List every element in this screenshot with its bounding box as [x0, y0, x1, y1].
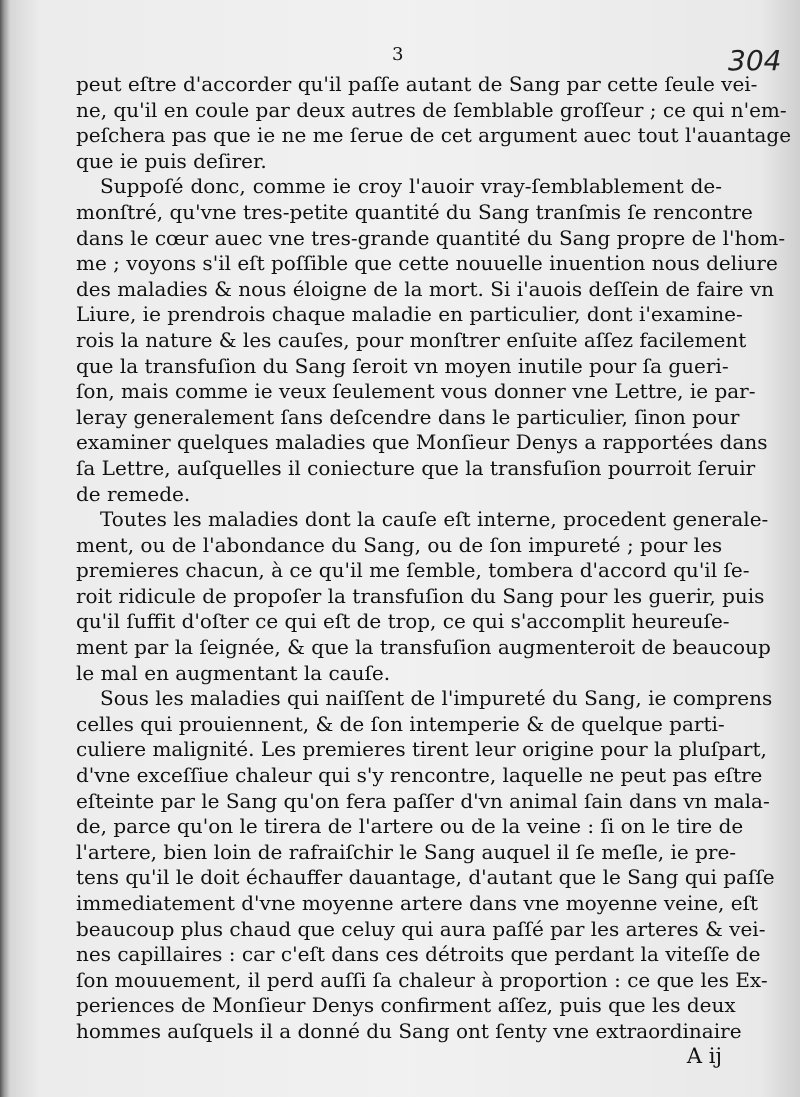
text-line: peut eſtre d'accorder qu'il paſſe autant de Sang par cette ſeule vei- [76, 72, 758, 96]
text-line: Suppoſé donc, comme ie croy l'auoir vray-ſemblablement de- [100, 174, 722, 199]
text-line: d'vne exceſſiue chaleur qui s'y rencontre, laquelle ne peut pas eſtre [76, 763, 763, 788]
text-line: leray generalement ſans deſcendre dans le particulier, ſinon pour [76, 404, 740, 429]
text-line: hommes auſquels il a donné du Sang ont ſenty vne extraordinaire [76, 1018, 742, 1043]
handwritten-folio-number: 304 [728, 44, 782, 77]
text-line: de, parce qu'on le tirera de l'artere ou de la veine : ſi on le tire de [76, 814, 744, 839]
text-line: periences de Monſieur Denys confirment aſſez, puis que les deux [76, 993, 736, 1018]
text-line: ment, ou de l'abondance du Sang, ou de ſon impureté ; pour les [76, 532, 723, 557]
text-line: nes capillaires : car c'eſt dans ces détroits que perdant la viteſſe de [76, 942, 761, 967]
text-line: peſchera pas que ie ne me ſerue de cet argument auec tout l'auantage [76, 123, 792, 148]
text-line: qu'il ſuffit d'oſter ce qui eſt de trop, ce qui s'accomplit heureuſe- [76, 609, 730, 634]
page-gutter-shadow [0, 0, 10, 1097]
text-line: roit ridicule de propoſer la transfuſion du Sang pour les guerir, puis [76, 583, 765, 608]
text-line: examiner quelques maladies que Monſieur Denys a rapportées dans [76, 430, 768, 455]
text-line: premieres chacun, à ce qu'il me ſemble, tombera d'accord qu'il ſe- [76, 558, 750, 583]
text-line: ſa Lettre, auſquelles il coniecture que la transfuſion pourroit ſeruir [76, 455, 756, 480]
signature-mark: A ij [686, 1044, 722, 1068]
text-line: que ie puis deſirer. [76, 148, 267, 173]
text-line: Toutes les maladies dont la cauſe eſt interne, procedent generale- [100, 507, 769, 532]
text-line: de remede. [76, 481, 191, 506]
text-line: monſtré, qu'vne tres-petite quantité du Sang tranſmis ſe rencontre [76, 199, 753, 224]
text-line: celles qui prouiennent, & de ſon intemperie & de quelque parti- [76, 711, 725, 736]
text-line: que la transfuſion du Sang ſeroit vn moyen inutile pour ſa gueri- [76, 353, 729, 378]
text-line: ſon mouuement, il perd auſſi ſa chaleur à proportion : ce que les Ex- [76, 967, 768, 992]
body-text [76, 72, 792, 1045]
text-line: tens qu'il le doit échauffer dauantage, d'autant que le Sang qui paſſe [76, 865, 775, 890]
text-line: rois la nature & les cauſes, pour monſtrer enſuite aſſez facilement [76, 327, 747, 352]
text-line: eſteinte par le Sang qu'on fera paſſer d'vn animal ſain dans vn mala- [76, 788, 770, 813]
text-line: des maladies & nous éloigne de la mort. Si i'auois deſſein de faire vn [76, 276, 775, 301]
text-line: ſon, mais comme ie veux ſeulement vous donner vne Lettre, ie par- [76, 379, 756, 404]
text-line: l'artere, bien loin de rafraiſchir le Sang auquel il ſe meſle, ie pre- [76, 839, 737, 864]
text-line: immediatement d'vne moyenne artere dans vne moyenne veine, eſt [76, 891, 759, 915]
text-line: dans le cœur auec vne tres-grande quantité du Sang propre de l'hom- [76, 225, 786, 250]
page-number: 3 [392, 44, 404, 65]
text-line: culiere malignité. Les premieres tirent leur origine pour la pluſpart, [76, 737, 767, 762]
text-line: Sous les maladies qui naiſſent de l'impureté du Sang, ie comprens [100, 686, 773, 711]
text-line: le mal en augmentant la cauſe. [76, 660, 391, 685]
text-line: beaucoup plus chaud que celuy qui aura paſſé par les arteres & vei- [76, 916, 766, 941]
text-line: ne, qu'il en coule par deux autres de ſemblable groſſeur ; ce qui n'em- [76, 97, 787, 122]
text-line: me ; voyons s'il eſt poſſible que cette nouuelle inuention nous deliure [76, 251, 778, 276]
text-line: ment par la ſeignée, & que la transfuſion augmenteroit de beaucoup [76, 635, 771, 660]
text-line: Liure, ie prendrois chaque maladie en particulier, dont i'examine- [76, 302, 743, 327]
